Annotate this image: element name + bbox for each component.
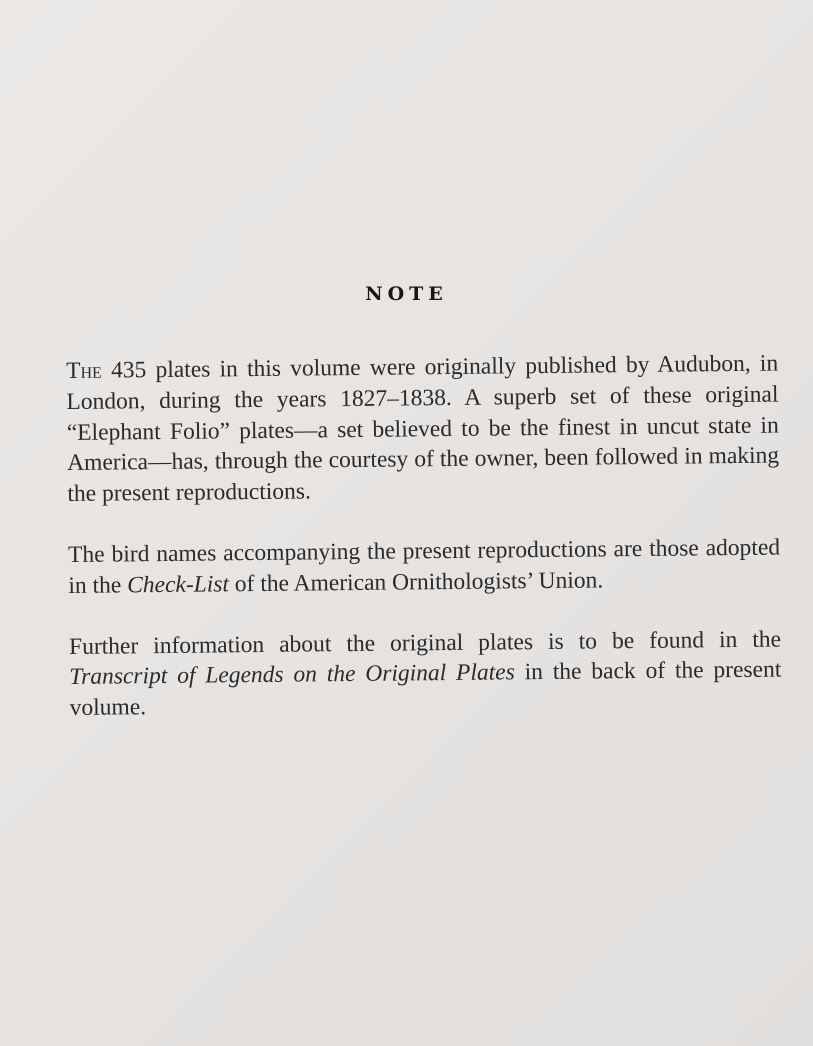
paragraph-text: The bird names accompanying the present reproductions are those adopted in the bbox=[67, 534, 781, 599]
paragraph-text: of the American Ornithologists’ Union. bbox=[228, 567, 604, 598]
note-body bbox=[66, 349, 782, 754]
paragraph-bird-names bbox=[68, 533, 781, 602]
paragraph-lead-word: The bbox=[66, 357, 102, 384]
paragraph-text: 435 plates in this volume were originally published by Audubon, in London, during the years 1827–1838. A superb set of these original “Elephant Folio” plates—a set believed to be the finest in uncut state in America—has, through the courtesy of the owner, been followed in making the present reproductions. bbox=[66, 350, 780, 508]
paragraph-text: Further information about the original plates is to be found in the bbox=[68, 626, 782, 660]
paragraph-plates bbox=[66, 349, 780, 510]
note-heading: NOTE bbox=[365, 283, 448, 305]
transcript-title: Transcript of Legends on the Original Plates bbox=[69, 659, 515, 691]
paragraph-further-info bbox=[69, 624, 782, 724]
checklist-title: Check-List bbox=[127, 571, 230, 599]
paragraph-text: in the back of the present volume. bbox=[69, 656, 782, 722]
